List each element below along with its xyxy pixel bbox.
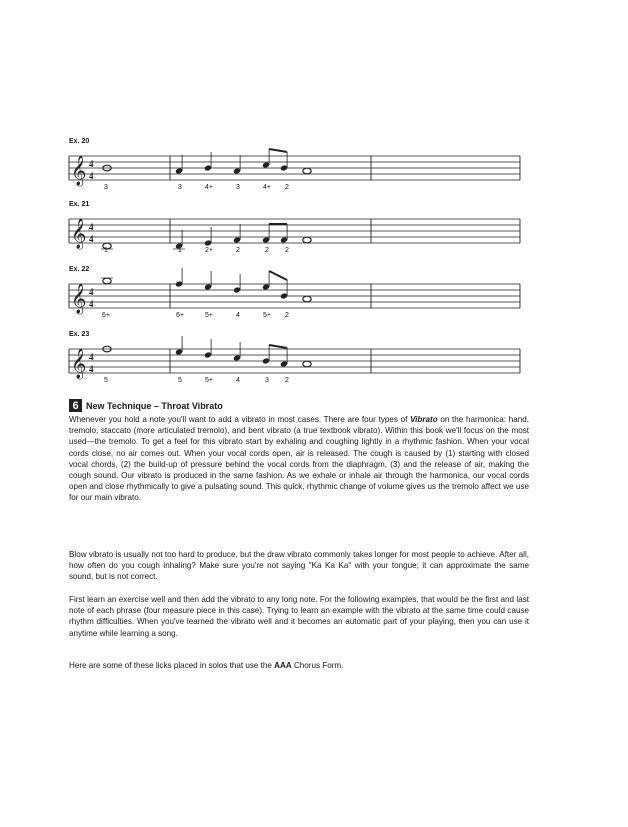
paragraph-text: Whenever you hold a note you'll want to add a vibrato in most cases. There are four types of [69,415,411,424]
hole-number: 4+ [263,184,271,191]
paragraph-text: Blow vibrato is usually not too hard to produce, but the draw vibrato commonly takes longer for most people to achieve. After all, how often do you cough inhaling? Make sure you're not saying "Ka Ka Ka" with your tongue; it can approximate the same sound, but is not correct. [69,550,529,582]
vibrato-term: Vibrato [410,415,438,424]
note-beam [269,271,287,280]
time-signature-bottom: 4 [89,171,94,181]
note-beam [269,149,287,152]
hole-number: 2 [285,184,289,191]
time-signature-top: 4 [89,159,94,169]
paragraph-text: Here are some of these licks placed in solos that use the [69,661,275,670]
hole-number: 3 [178,184,182,191]
example-label: Ex. 23 [69,331,90,338]
music-staff [69,146,521,192]
section-title: New Technique – Throat Vibrato [86,400,223,411]
whole-note [303,361,311,367]
hole-number: 3 [236,184,240,191]
treble-clef-icon: 𝄞 [71,284,87,314]
hole-number: 2 [265,247,269,254]
music-staff [69,209,521,255]
whole-note [103,278,111,284]
paragraph-learning [69,594,529,639]
example-21 [69,201,521,261]
paragraph-text: Chorus Form. [291,661,344,670]
example-22 [69,266,521,326]
section-number-badge: 6 [69,399,82,412]
paragraph-licks [69,660,529,671]
note-beam [269,345,287,348]
example-label: Ex. 22 [69,266,90,273]
hole-number: 4 [236,312,240,319]
whole-note [303,237,311,243]
hole-number: 1 [104,247,108,254]
time-signature-top: 4 [89,352,94,362]
paragraph-blow-draw [69,549,529,583]
example-23 [69,331,521,391]
treble-clef-icon: 𝄞 [71,219,87,249]
section-heading [69,399,223,412]
treble-clef-icon: 𝄞 [71,156,87,186]
time-signature-bottom: 4 [89,299,94,309]
hole-number: 2 [236,247,240,254]
hole-number: 2 [285,247,289,254]
hole-number: 3 [265,377,269,384]
time-signature-top: 4 [89,287,94,297]
whole-note [303,296,311,302]
whole-note [303,168,311,174]
music-staff [69,274,521,320]
hole-number: 5+ [263,312,271,319]
hole-number: 5 [104,377,108,384]
hole-number: 1 [178,247,182,254]
hole-number: 2+ [205,247,213,254]
hole-number: 5+ [205,312,213,319]
hole-number: 2 [285,377,289,384]
time-signature-bottom: 4 [89,364,94,374]
time-signature-top: 4 [89,222,94,232]
example-label: Ex. 21 [69,201,90,208]
paragraph-vibrato-intro [69,414,529,504]
paragraph-text: First learn an exercise well and then add the vibrato to any long note. For the following examples, that would be the first and last note of each phrase (four measure piece in this case). Trying to learn an example with the vibrato at the same time could cause rhythm difficulties. When you've learned the vibrato well and it becomes an automatic part of your playing, then you can use it anytime while learning a song. [69,595,529,638]
hole-number: 3 [104,184,108,191]
example-20 [69,138,521,198]
time-signature-bottom: 4 [89,234,94,244]
hole-number: 2 [285,312,289,319]
hole-number: 5 [178,377,182,384]
hole-number: 4 [236,377,240,384]
paragraph-text: on the harmonica: hand, tremolo, staccato (more articulated tremolo), and bent vibrato (a true textbook vibrato). Within this book we'll focus on the most used—the tremolo. To get a feel for this vibrato start by exhaling and coughing lightly in a rhythmic fashion. When your vocal cords close, no air comes out. When your vocal cords open, air is released. The cough is caused by (1) starting with closed vocal chords, (2) the build-up of pressure behind the vocal cords from the diaphragm, (3) and the release of air, making the cough sound. Our vibrato is produced in the same fashion. As we exhale or inhale air through the harmonica, our vocal cords open and close rhythmically to give a pulsating sound. This quick, rhythmic change of volume gives us the tremolo affect we use for our main vibrato. [69,415,529,503]
hole-number: 6+ [102,312,110,319]
hole-number: 5+ [205,377,213,384]
chorus-form-term: AAA [274,661,292,670]
hole-number: 4+ [205,184,213,191]
example-label: Ex. 20 [69,138,90,145]
hole-number: 6+ [176,312,184,319]
treble-clef-icon: 𝄞 [71,349,87,379]
music-staff [69,339,521,385]
